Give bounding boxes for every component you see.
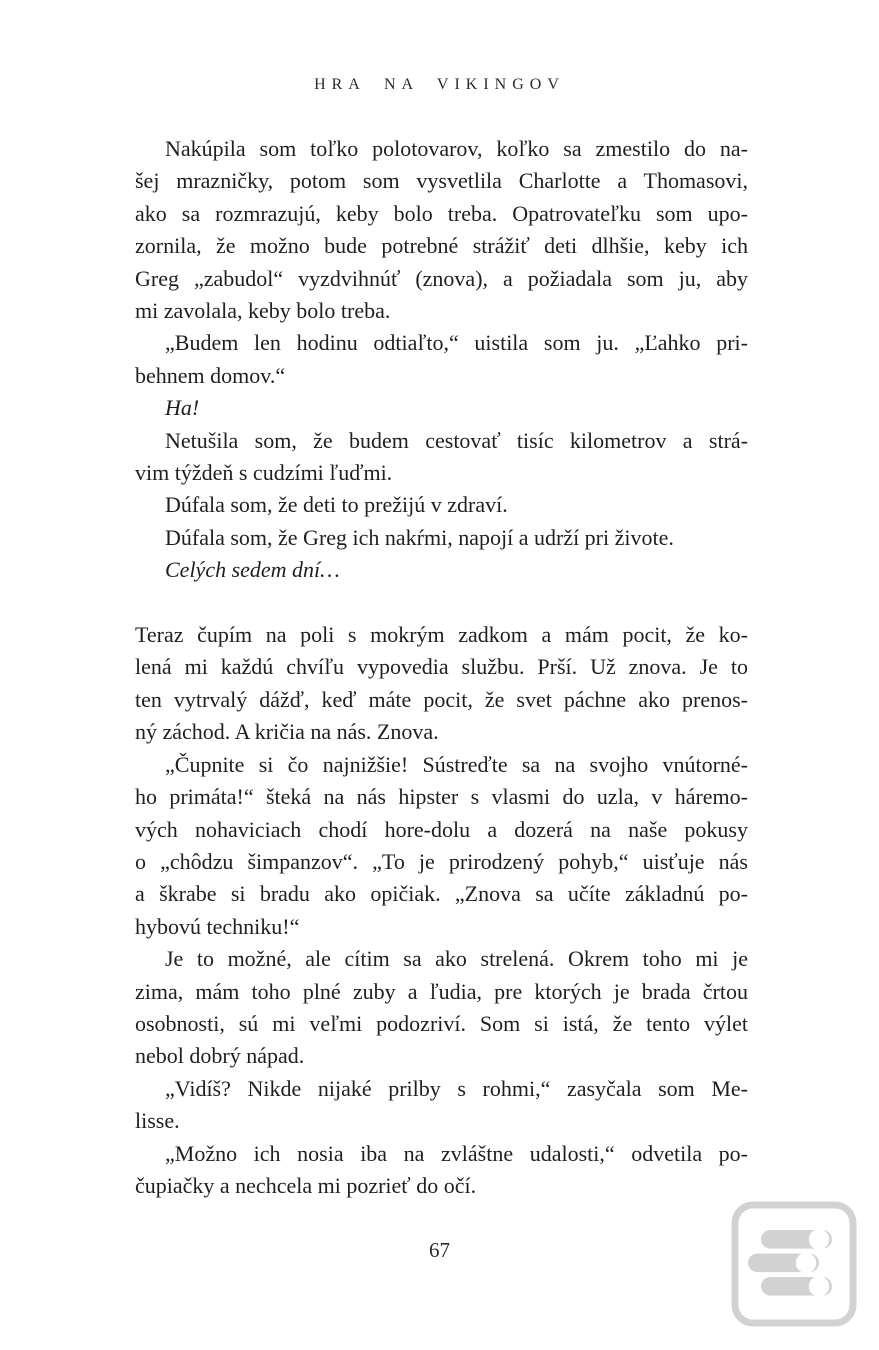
text-line: mi zavolala, keby bolo treba.	[135, 298, 391, 324]
text-line: „Čupnite si čo najnižšie! Sústreďte sa na svojho vnútorné-	[165, 751, 748, 777]
book-bottom	[761, 1276, 832, 1296]
text-line: Je to možné, ale cítim sa ako strelená. Okrem toho mi je	[165, 946, 748, 972]
text-line: Celých sedem dní…	[165, 557, 340, 583]
text-line: behnem domov.“	[135, 362, 286, 388]
text-line: vých nohaviciach chodí hore-dolu a dozerá na naše pokusy	[135, 816, 748, 842]
paragraph	[135, 522, 748, 554]
text-line: „Možno ich nosia iba na zvláštne udalosti,“ odvetila po-	[165, 1140, 748, 1166]
text-line: zima, mám toho plné zuby a ľudia, pre ktorých je brada črtou	[135, 978, 748, 1004]
text-line: vim týždeň s cudzími ľuďmi.	[135, 460, 393, 486]
paragraph	[135, 943, 748, 1073]
paragraph	[135, 749, 748, 943]
book-top	[761, 1229, 832, 1249]
stacked-books-svg	[731, 1201, 857, 1327]
paragraph	[135, 392, 748, 424]
text-line: Dúfala som, že Greg ich nakŕmi, napojí a udrží pri živote.	[165, 524, 674, 550]
text-line: ný záchod. A kričia na nás. Znova.	[135, 719, 439, 745]
paragraph	[135, 425, 748, 490]
text-line: Dúfala som, že deti to prežijú v zdraví.	[165, 492, 508, 518]
text-line: Greg „zabudol“ vyzdvihnúť (znova), a požiadala som ju, aby	[135, 265, 748, 291]
paragraph	[135, 327, 748, 392]
book-middle	[748, 1253, 819, 1273]
paragraph	[135, 619, 748, 749]
text-line: Netušila som, že budem cestovať tisíc kilometrov a strá-	[165, 427, 748, 453]
text-line: lená mi každú chvíľu vypovedia službu. Prší. Už znova. Je to	[135, 654, 748, 680]
text-line: osobnosti, sú mi veľmi podozriví. Som si istá, že tento výlet	[135, 1010, 748, 1036]
paragraph	[135, 1138, 748, 1203]
text-line: ako sa rozmrazujú, keby bolo treba. Opatrovateľku som upo-	[135, 200, 748, 226]
text-line: lisse.	[135, 1108, 180, 1134]
text-line: Teraz čupím na poli s mokrým zadkom a mám pocit, že ko-	[135, 622, 748, 648]
paragraph	[135, 133, 748, 327]
text-line: zornila, že možno bude potrebné strážiť deti dlhšie, keby ich	[135, 233, 748, 259]
text-line: o „chôdzu šimpanzov“. „To je prirodzený pohyb,“ uisťuje nás	[135, 848, 748, 874]
stacked-books-icon	[731, 1201, 857, 1327]
text-line: „Vidíš? Nikde nijaké prilby s rohmi,“ zasyčala som Me-	[165, 1075, 748, 1101]
paragraph	[135, 554, 748, 586]
text-line: nebol dobrý nápad.	[135, 1043, 305, 1069]
paragraph	[135, 489, 748, 521]
text-line: a škrabe si bradu ako opičiak. „Znova sa učíte základnú po-	[135, 881, 748, 907]
text-line: ho primáta!“ šteká na nás hipster s vlasmi do uzla, v háremo-	[135, 784, 748, 810]
running-header: HRA NA VIKINGOV	[314, 76, 565, 93]
text-line: ten vytrvalý dážď, keď máte pocit, že svet páchne ako prenos-	[135, 686, 748, 712]
paragraph	[135, 1073, 748, 1138]
text-line: Nakúpila som toľko polotovarov, koľko sa zmestilo do na-	[165, 136, 748, 161]
text-line: šej mrazničky, potom som vysvetlila Charlotte a Thomasovi,	[135, 168, 748, 194]
page-number: 67	[429, 1238, 450, 1262]
text-block	[135, 133, 748, 1202]
text-line: Ha!	[165, 395, 200, 421]
text-line: hybovú techniku!“	[135, 913, 300, 939]
text-line: „Budem len hodinu odtiaľto,“ uistila som ju. „Ľahko pri-	[165, 330, 748, 356]
text-line: čupiačky a nechcela mi pozrieť do očí.	[135, 1172, 477, 1198]
